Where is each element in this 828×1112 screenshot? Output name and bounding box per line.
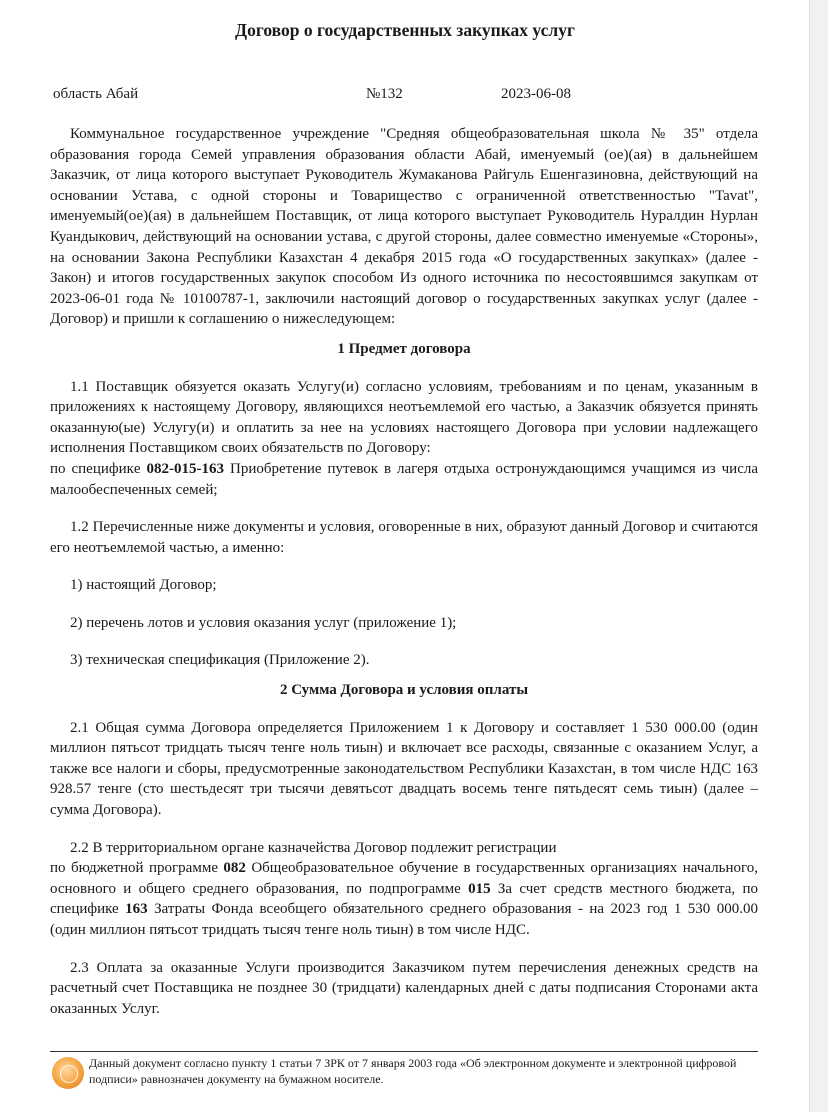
clause-2-1: 2.1 Общая сумма Договора определяется Приложением 1 к Договору и составляет 1 530 000.00 (один миллион пятьсот тридцать тысяч тенге ноль тиын) и включает все расходы, связанные с оказанием Услуг, а также все налоги и сборы, предусмотренные законодательством Республики Казахстан, в том числе НДС 163 928.57 тенге (сто шестьдесят три тысячи девятьсот двадцать восемь тенге пятьдесят семь тиын) (далее – сумма Договора). (50, 719, 758, 819)
list-item: 2) перечень лотов и условия оказания услуг (приложение 1); (70, 614, 457, 631)
vertical-scrollbar[interactable] (809, 0, 828, 1112)
spec-text: Приобретение путевок в лагеря отдыха остронуждающимся учащимся из числа малообеспеченных семей; (50, 460, 758, 498)
subprogram-code: 015 (468, 880, 491, 897)
clause-1-1: 1.1 Поставщик обязуется оказать Услугу(и) согласно условиям, требованиям и по ценам, указанным в приложениях к настоящему Договору, являющихся неотъемлемой его частью, а Заказчик обязуется принять оказанную(ые) Услугу(и) и оплатить за нее на условиях настоящего Договора при условии надлежащего исполнения Поставщиком своих обязательств по Договору: (50, 378, 758, 457)
list-item: 1) настоящий Договор; (70, 577, 217, 594)
program-text: Общеобразовательное обучение в государственных организациях начального, основного и общего среднего образования, по подпрограмме (50, 860, 759, 897)
footer-notice: Данный документ согласно пункту 1 статьи 7 ЗРК от 7 января 2003 года «Об электронном документе и электронной цифровой подписи» равнозначен документу на бумажном носителе. (89, 1056, 737, 1086)
budget-program-label: по бюджетной программе (50, 860, 218, 877)
subprogram-text: За счет средств местного бюджета, по специфике (50, 880, 759, 918)
specification-line (50, 459, 758, 500)
specific-text: Затраты Фонда всеобщего обязательного среднего образования - на 2023 год 1 530 000.00 (один миллион пятьсот тридцать тысяч тенге ноль тиын) в том числе НДС. (50, 901, 758, 938)
egov-seal-icon (52, 1057, 84, 1089)
document-date: 2023-06-08 (501, 86, 571, 102)
document-number: №132 (366, 86, 403, 102)
specific-code: 163 (125, 901, 148, 918)
document-body (50, 124, 758, 1019)
clause-2-2-intro: 2.2 В территориальном органе казначейства Договор подлежит регистрации (70, 839, 557, 856)
footer-divider (50, 1051, 758, 1052)
list-item: 3) техническая спецификация (Приложение 2). (70, 652, 370, 669)
document-region: область Абай (53, 86, 139, 102)
clause-2-2-body (50, 858, 758, 940)
program-code: 082 (223, 860, 246, 877)
section-1-heading: 1 Предмет договора (337, 340, 471, 357)
intro-paragraph: Коммунальное государственное учреждение "Средняя общеобразовательная школа № 35" отдела образования города Семей управления образования области Абай, именуемый (ое)(ая) в дальнейшем Заказчик, от лица которого выступает Руководитель Жумаканова Райгуль Ешенгазиновна, действующий на основании Устава, с одной стороны и Товарищество с ограниченной ответственностью "Tavat", именуемый(ое)(ая) в дальнейшем Поставщик, от лица которого выступает Руководитель Нуралдин Нурлан Куандыкович, действующий на основании устава, с другой стороны, далее совместно именуемые «Стороны», на основании Закона Республики Казахстан 4 декабря 2015 года «О государственных закупках» (далее - Закон) и итогов государственных закупок способом Из одного источника по несостоявшимся закупкам от 2023-06-01 года № 10100787-1, заключили настоящий договор о государственных закупках услуг (далее - Договор) и пришли к соглашению о нижеследующем: (50, 126, 758, 328)
document-title: Договор о государственных закупках услуг (235, 20, 575, 40)
spec-prefix: по спецификe (50, 460, 141, 477)
clause-1-2: 1.2 Перечисленные ниже документы и условия, оговоренные в них, образуют данный Договор и считаются его неотъемлемой частью, а именно: (50, 519, 758, 556)
spec-code: 082-015-163 (146, 460, 225, 477)
section-2-heading: 2 Сумма Договора и условия оплаты (279, 682, 529, 699)
clause-2-3: 2.3 Оплата за оказанные Услуги производится Заказчиком путем перечисления денежных средств на расчетный счет Поставщика не позднее 30 (тридцати) календарных дней с даты подписания Сторонами акта оказанных Услуг. (50, 959, 758, 1017)
